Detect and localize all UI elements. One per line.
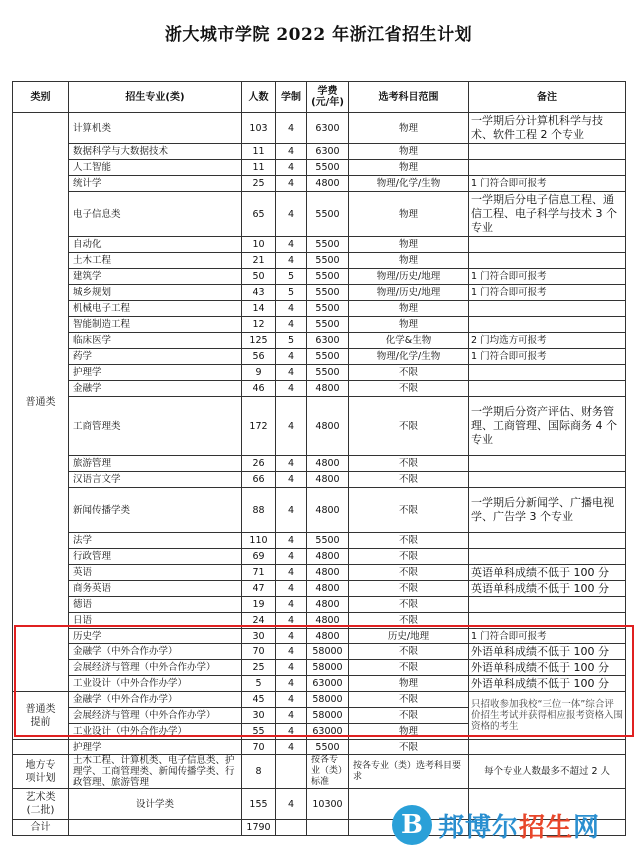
years-cell: 4: [276, 144, 307, 160]
major-cell: 汉语言文学: [69, 472, 242, 488]
fee-cell: 5500: [307, 349, 349, 365]
header-major: 招生专业(类): [69, 82, 242, 113]
major-cell: 数据科学与大数据技术: [69, 144, 242, 160]
table-row: [13, 660, 626, 676]
major-cell: 会展经济与管理（中外合作办学）: [69, 708, 242, 724]
years-cell: 4: [276, 113, 307, 144]
years-cell: 4: [276, 629, 307, 644]
subjects-cell: 物理: [349, 192, 469, 237]
fee-cell: 5500: [307, 269, 349, 285]
note-cell: [469, 160, 626, 176]
category-cell: 普通类: [13, 113, 69, 692]
fee-cell: 58000: [307, 644, 349, 660]
count-cell: 11: [242, 144, 276, 160]
subjects-cell: 不限: [349, 708, 469, 724]
table-row: [13, 565, 626, 581]
fee-cell: 4800: [307, 549, 349, 565]
fee-cell: 5500: [307, 365, 349, 381]
count-cell: 46: [242, 381, 276, 397]
years-cell: 4: [276, 192, 307, 237]
count-cell: 1790: [242, 820, 276, 836]
years-cell: 4: [276, 581, 307, 597]
fee-cell: 10300: [307, 789, 349, 820]
years-cell: 4: [276, 549, 307, 565]
count-cell: 70: [242, 644, 276, 660]
fee-cell: 4800: [307, 176, 349, 192]
header-years: 学制: [276, 82, 307, 113]
table-row: [13, 488, 626, 533]
subjects-cell: 不限: [349, 644, 469, 660]
fee-cell: 58000: [307, 660, 349, 676]
table-row: [13, 676, 626, 692]
note-cell: 一学期后分新闻学、广播电视学、广告学 3 个专业: [469, 488, 626, 533]
years-cell: 4: [276, 317, 307, 333]
note-cell: [469, 472, 626, 488]
count-cell: 66: [242, 472, 276, 488]
table-body: [13, 113, 626, 836]
fee-cell: 4800: [307, 581, 349, 597]
subjects-cell: 历史/地理: [349, 629, 469, 644]
table-row: [13, 144, 626, 160]
table-row: [13, 301, 626, 317]
table-row: [13, 581, 626, 597]
count-cell: 70: [242, 740, 276, 755]
subjects-cell: 物理/化学/生物: [349, 349, 469, 365]
count-cell: 9: [242, 365, 276, 381]
subjects-cell: 物理: [349, 113, 469, 144]
fee-cell: 63000: [307, 724, 349, 740]
subjects-cell: 物理: [349, 317, 469, 333]
subjects-cell: 化学&生物: [349, 333, 469, 349]
count-cell: 47: [242, 581, 276, 597]
major-cell: 行政管理: [69, 549, 242, 565]
count-cell: 30: [242, 629, 276, 644]
major-cell: 法学: [69, 533, 242, 549]
subjects-cell: 不限: [349, 549, 469, 565]
fee-cell: 4800: [307, 597, 349, 613]
fee-cell: 5500: [307, 301, 349, 317]
subjects-cell: 物理/化学/生物: [349, 176, 469, 192]
years-cell: 5: [276, 333, 307, 349]
fee-cell: 4800: [307, 629, 349, 644]
major-cell: 护理学: [69, 740, 242, 755]
major-cell: 临床医学: [69, 333, 242, 349]
fee-cell: 5500: [307, 192, 349, 237]
years-cell: 5: [276, 269, 307, 285]
note-cell: [469, 144, 626, 160]
major-cell: 统计学: [69, 176, 242, 192]
years-cell: 4: [276, 456, 307, 472]
subjects-cell: 物理: [349, 253, 469, 269]
page-title: 浙大城市学院 2022 年浙江省招生计划: [164, 25, 473, 45]
fee-cell: [307, 820, 349, 836]
years-cell: 4: [276, 237, 307, 253]
major-cell: 土木工程: [69, 253, 242, 269]
table-header-row: [13, 82, 626, 113]
note-cell: 1 门符合即可报考: [469, 176, 626, 192]
major-cell: 电子信息类: [69, 192, 242, 237]
count-cell: 12: [242, 317, 276, 333]
table-row: [13, 333, 626, 349]
count-cell: 25: [242, 660, 276, 676]
subjects-cell: 不限: [349, 365, 469, 381]
note-cell: 2 门均选方可报考: [469, 333, 626, 349]
major-cell: 德语: [69, 597, 242, 613]
subjects-cell: 不限: [349, 581, 469, 597]
fee-cell: 6300: [307, 333, 349, 349]
count-cell: 26: [242, 456, 276, 472]
count-cell: 65: [242, 192, 276, 237]
count-cell: 88: [242, 488, 276, 533]
major-cell: 建筑学: [69, 269, 242, 285]
fee-cell: 6300: [307, 113, 349, 144]
major-cell: 金融学: [69, 381, 242, 397]
fee-cell: 5500: [307, 285, 349, 301]
years-cell: 4: [276, 533, 307, 549]
count-cell: 30: [242, 708, 276, 724]
years-cell: 4: [276, 397, 307, 456]
years-cell: 4: [276, 160, 307, 176]
fee-cell: 58000: [307, 692, 349, 708]
note-cell: [469, 381, 626, 397]
fee-cell: 4800: [307, 565, 349, 581]
count-cell: 43: [242, 285, 276, 301]
fee-cell: 4800: [307, 472, 349, 488]
note-cell: 1 门符合即可报考: [469, 285, 626, 301]
subjects-cell: 不限: [349, 597, 469, 613]
note-cell: 一学期后分电子信息工程、通信工程、电子科学与技术 3 个专业: [469, 192, 626, 237]
count-cell: 71: [242, 565, 276, 581]
subjects-cell: 物理/历史/地理: [349, 285, 469, 301]
major-cell: 金融学（中外合作办学）: [69, 644, 242, 660]
note-cell: [469, 597, 626, 613]
fee-cell: 63000: [307, 676, 349, 692]
table-row: [13, 349, 626, 365]
major-cell: 工业设计（中外合作办学）: [69, 676, 242, 692]
fee-cell: 5500: [307, 317, 349, 333]
table-row: [13, 113, 626, 144]
table-row: [13, 597, 626, 613]
years-cell: 4: [276, 724, 307, 740]
count-cell: 103: [242, 113, 276, 144]
note-cell: 每个专业人数最多不超过 2 人: [469, 755, 626, 789]
note-cell: 一学期后分资产评估、财务管理、工商管理、国际商务 4 个专业: [469, 397, 626, 456]
note-cell: 外语单科成绩不低于 100 分: [469, 676, 626, 692]
subjects-cell: 物理: [349, 301, 469, 317]
years-cell: 4: [276, 381, 307, 397]
subjects-cell: 按各专业（类）选考科目要求: [349, 755, 469, 789]
note-cell: 外语单科成绩不低于 100 分: [469, 644, 626, 660]
years-cell: 4: [276, 301, 307, 317]
count-cell: 155: [242, 789, 276, 820]
major-cell: 人工智能: [69, 160, 242, 176]
count-cell: 172: [242, 397, 276, 456]
fee-cell: 5500: [307, 160, 349, 176]
major-cell: 工商管理类: [69, 397, 242, 456]
subjects-cell: 不限: [349, 533, 469, 549]
fee-cell: 4800: [307, 613, 349, 629]
note-cell: [469, 301, 626, 317]
table-row: [13, 692, 626, 708]
table-row: [13, 269, 626, 285]
note-cell: [469, 253, 626, 269]
subjects-cell: 不限: [349, 456, 469, 472]
major-cell: [69, 820, 242, 836]
years-cell: 4: [276, 644, 307, 660]
table-row: [13, 176, 626, 192]
years-cell: 4: [276, 789, 307, 820]
table-row: [13, 253, 626, 269]
years-cell: 4: [276, 349, 307, 365]
note-cell: [469, 317, 626, 333]
note-cell: [469, 237, 626, 253]
table-row: [13, 613, 626, 629]
major-cell: 商务英语: [69, 581, 242, 597]
years-cell: 4: [276, 708, 307, 724]
fee-cell: 按各专业（类）标准: [307, 755, 349, 789]
admission-plan-table: [12, 81, 626, 836]
years-cell: 4: [276, 676, 307, 692]
major-cell: 自动化: [69, 237, 242, 253]
years-cell: 4: [276, 472, 307, 488]
note-cell: 1 门符合即可报考: [469, 269, 626, 285]
category-cell: 普通类 提前: [13, 692, 69, 740]
table-row: [13, 285, 626, 301]
count-cell: 25: [242, 176, 276, 192]
major-cell: 土木工程、计算机类、电子信息类、护理学、工商管理类、新闻传播学类、行政管理、旅游管理: [69, 755, 242, 789]
years-cell: 4: [276, 660, 307, 676]
years-cell: 5: [276, 285, 307, 301]
watermark-text: 邦博尔招生网: [438, 812, 601, 843]
major-cell: 新闻传播学类: [69, 488, 242, 533]
major-cell: 药学: [69, 349, 242, 365]
count-cell: 14: [242, 301, 276, 317]
subjects-cell: 物理: [349, 160, 469, 176]
major-cell: 护理学: [69, 365, 242, 381]
years-cell: 4: [276, 365, 307, 381]
watermark: [392, 800, 632, 850]
header-category: 类别: [13, 82, 69, 113]
table-row: [13, 397, 626, 456]
fee-cell: 4800: [307, 488, 349, 533]
category-cell: 艺术类 (二批): [13, 789, 69, 820]
count-cell: 110: [242, 533, 276, 549]
note-cell: 1 门符合即可报考: [469, 629, 626, 644]
note-cell: 只招收参加我校“三位一体”综合评价招生考试并获得相应报考资格入围资格的考生: [469, 692, 626, 740]
count-cell: 5: [242, 676, 276, 692]
major-cell: 城乡规划: [69, 285, 242, 301]
table-row: [13, 549, 626, 565]
years-cell: 4: [276, 176, 307, 192]
fee-cell: 4800: [307, 397, 349, 456]
table-row: [13, 644, 626, 660]
years-cell: 4: [276, 692, 307, 708]
category-cell: [13, 740, 69, 755]
category-cell: 合计: [13, 820, 69, 836]
note-cell: [469, 613, 626, 629]
table-row: [13, 192, 626, 237]
subjects-cell: 不限: [349, 660, 469, 676]
table-row: [13, 381, 626, 397]
major-cell: 日语: [69, 613, 242, 629]
major-cell: 旅游管理: [69, 456, 242, 472]
major-cell: 计算机类: [69, 113, 242, 144]
fee-cell: 5500: [307, 237, 349, 253]
count-cell: 45: [242, 692, 276, 708]
subjects-cell: 不限: [349, 472, 469, 488]
years-cell: 4: [276, 613, 307, 629]
note-cell: [469, 740, 626, 755]
note-cell: 英语单科成绩不低于 100 分: [469, 581, 626, 597]
table-row: [13, 755, 626, 789]
major-cell: 英语: [69, 565, 242, 581]
major-cell: 金融学（中外合作办学）: [69, 692, 242, 708]
subjects-cell: 物理/历史/地理: [349, 269, 469, 285]
fee-cell: 5500: [307, 253, 349, 269]
header-subjects: 选考科目范围: [349, 82, 469, 113]
subjects-cell: 物理: [349, 724, 469, 740]
subjects-cell: 不限: [349, 488, 469, 533]
fee-cell: 5500: [307, 740, 349, 755]
header-fee: 学费 (元/年): [307, 82, 349, 113]
table-row: [13, 160, 626, 176]
count-cell: 55: [242, 724, 276, 740]
count-cell: 10: [242, 237, 276, 253]
note-cell: [469, 549, 626, 565]
major-cell: 机械电子工程: [69, 301, 242, 317]
major-cell: 工业设计（中外合作办学）: [69, 724, 242, 740]
count-cell: 56: [242, 349, 276, 365]
subjects-cell: 物理: [349, 237, 469, 253]
note-cell: 1 门符合即可报考: [469, 349, 626, 365]
fee-cell: 5500: [307, 533, 349, 549]
years-cell: [276, 755, 307, 789]
years-cell: 4: [276, 253, 307, 269]
subjects-cell: 不限: [349, 381, 469, 397]
table-row: [13, 456, 626, 472]
count-cell: 11: [242, 160, 276, 176]
fee-cell: 4800: [307, 456, 349, 472]
watermark-logo-icon: B: [392, 805, 432, 845]
table-row: [13, 237, 626, 253]
major-cell: 设计学类: [69, 789, 242, 820]
note-cell: [469, 533, 626, 549]
table-row: [13, 533, 626, 549]
years-cell: 4: [276, 597, 307, 613]
fee-cell: 58000: [307, 708, 349, 724]
fee-cell: 6300: [307, 144, 349, 160]
header-count: 人数: [242, 82, 276, 113]
major-cell: 历史学: [69, 629, 242, 644]
note-cell: [469, 365, 626, 381]
subjects-cell: 不限: [349, 613, 469, 629]
count-cell: 69: [242, 549, 276, 565]
count-cell: 19: [242, 597, 276, 613]
subjects-cell: 不限: [349, 565, 469, 581]
count-cell: 125: [242, 333, 276, 349]
table-row: [13, 629, 626, 644]
count-cell: 21: [242, 253, 276, 269]
subjects-cell: 不限: [349, 692, 469, 708]
note-cell: 外语单科成绩不低于 100 分: [469, 660, 626, 676]
major-cell: 会展经济与管理（中外合作办学）: [69, 660, 242, 676]
years-cell: [276, 820, 307, 836]
years-cell: 4: [276, 488, 307, 533]
subjects-cell: 物理: [349, 676, 469, 692]
header-note: 备注: [469, 82, 626, 113]
fee-cell: 4800: [307, 381, 349, 397]
note-cell: 英语单科成绩不低于 100 分: [469, 565, 626, 581]
table-row: [13, 317, 626, 333]
subjects-cell: 不限: [349, 397, 469, 456]
count-cell: 50: [242, 269, 276, 285]
count-cell: 8: [242, 755, 276, 789]
subjects-cell: 不限: [349, 740, 469, 755]
table-row: [13, 472, 626, 488]
table-row: [13, 740, 626, 755]
subjects-cell: 物理: [349, 144, 469, 160]
note-cell: 一学期后分计算机科学与技术、软件工程 2 个专业: [469, 113, 626, 144]
years-cell: 4: [276, 565, 307, 581]
category-cell: 地方专 项计划: [13, 755, 69, 789]
count-cell: 24: [242, 613, 276, 629]
major-cell: 智能制造工程: [69, 317, 242, 333]
years-cell: 4: [276, 740, 307, 755]
table-row: [13, 365, 626, 381]
note-cell: [469, 456, 626, 472]
